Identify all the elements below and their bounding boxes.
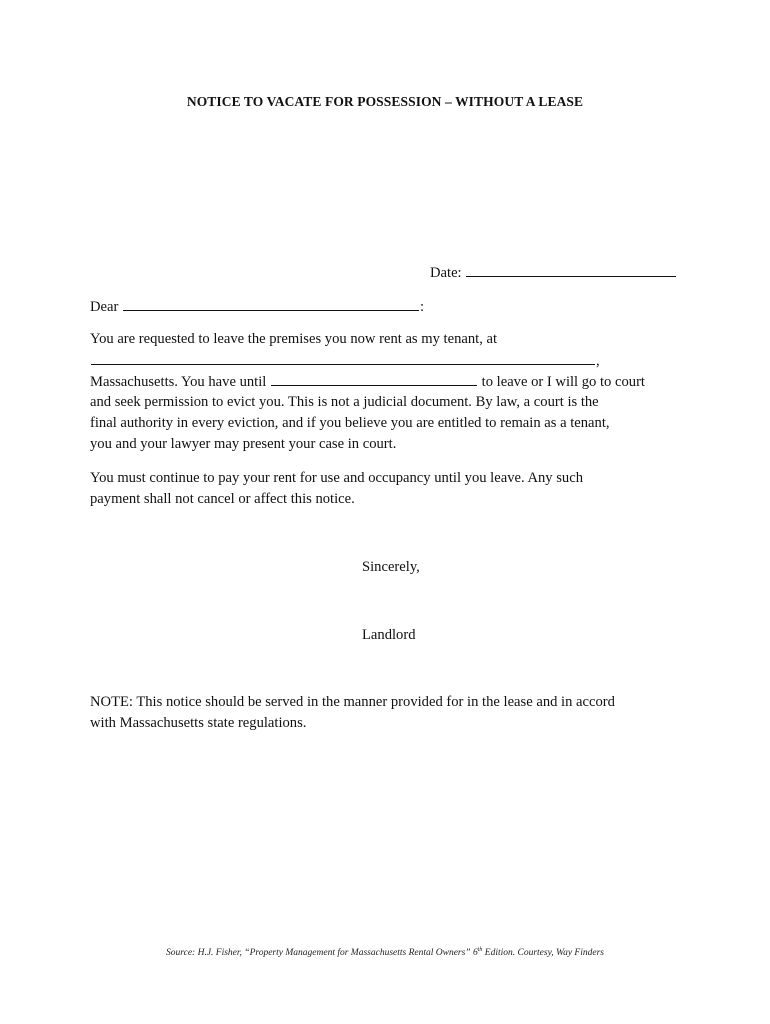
document-title: NOTICE TO VACATE FOR POSSESSION – WITHOUT A LEASE <box>186 94 584 109</box>
signer-label: Landlord <box>362 627 416 643</box>
date-line <box>430 262 677 284</box>
source-text-end: Edition. Courtesy, Way Finders <box>482 948 604 959</box>
address-comma: , <box>596 353 600 369</box>
date-blank <box>466 262 676 277</box>
salutation: Dear <box>90 299 119 315</box>
paragraph-line: you and your lawyer may present your case in court. <box>90 436 397 452</box>
premises-address-blank <box>91 350 595 365</box>
source-superscript: th <box>477 947 483 953</box>
salutation-line <box>90 296 424 318</box>
vacate-text-start: Massachusetts. You have until <box>90 374 267 390</box>
date-label: Date: <box>430 265 462 281</box>
rent-paragraph <box>90 468 690 510</box>
vacate-date-line <box>90 371 690 392</box>
vacate-date-blank <box>271 371 477 386</box>
paragraph-line: NOTE: This notice should be served in the manner provided for in the lease and in accord <box>90 694 615 710</box>
note-paragraph <box>90 692 690 734</box>
paragraph-line: You are requested to leave the premises you now rent as my tenant, at <box>90 331 498 347</box>
salutation-colon: : <box>420 299 425 315</box>
closing: Sincerely, <box>362 559 420 575</box>
paragraph-line: final authority in every eviction, and if you believe you are entitled to remain as a tenant, <box>90 415 610 431</box>
notice-paragraph <box>90 329 690 455</box>
source-text: Source: H.J. Fisher, “Property Management for Massachusetts Rental Owners” 6 <box>166 948 478 959</box>
paragraph-line: and seek permission to evict you. This is not a judicial document. By law, a court is the <box>90 394 599 410</box>
paragraph-line: You must continue to pay your rent for use and occupancy until you leave. Any such <box>90 470 583 486</box>
paragraph-line: payment shall not cancel or affect this notice. <box>90 491 355 507</box>
vacate-text-end: to leave or I will go to court <box>481 374 645 390</box>
tenant-name-blank <box>123 296 419 311</box>
source-footer <box>0 947 770 958</box>
address-line <box>90 350 690 371</box>
paragraph-line: with Massachusetts state regulations. <box>90 715 307 731</box>
